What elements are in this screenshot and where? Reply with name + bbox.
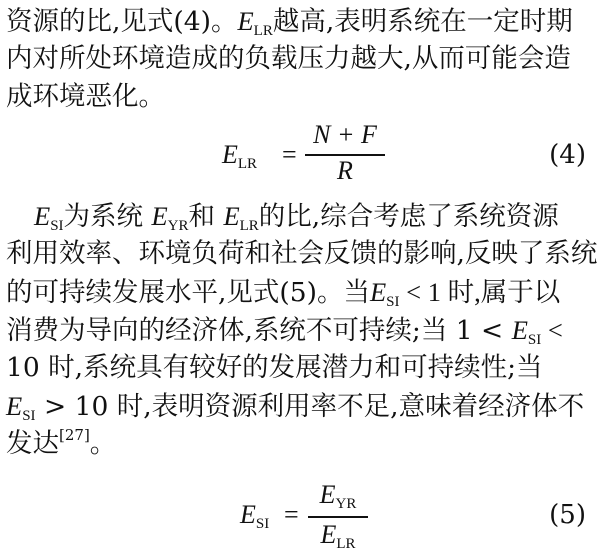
text-line: 的可持续发展水平,见式(5)。当$E_{SI} < 1$ 时,属于以 [6, 277, 561, 310]
eq5-number: (5) [549, 500, 586, 530]
eq4-number: (4) [549, 140, 586, 170]
text-line: 利用效率、环境负荷和社会反馈的影响,反映了系统 [6, 238, 598, 269]
eq5-fraction-bar [308, 516, 368, 518]
text-segment: 越高,表明系统在一定时期 [272, 6, 573, 37]
eq5-denominator: $E_{LR}$ [320, 520, 356, 552]
eq4-numerator: N + F [313, 120, 377, 149]
eq4-lhs: $E_{LR}$ [222, 140, 258, 172]
eq4-equals: = [282, 140, 297, 169]
subscript: LR [253, 23, 273, 39]
eq5-numerator: $E_{YR}$ [319, 480, 357, 512]
text-segment: 资源的比,见式(4)。 [6, 6, 238, 37]
text-line: 发达[27]。 [6, 426, 117, 459]
text-line: 10 时,系统具有较好的发展潜力和可持续性;当 [6, 352, 543, 383]
citation-ref: [27] [59, 426, 90, 444]
text-line [6, 2, 573, 41]
text-line: 成环境恶化。 [6, 81, 165, 112]
text-line: $E_{SI}$为系统 $E_{YR}$和 $E_{LR}$的比,综合考虑了系统资源 [34, 201, 559, 234]
text-line: 消费为导向的经济体,系统不可持续;当 $1 < E_{SI}$ < [6, 315, 563, 348]
text-line: 内对所处环境造成的负载压力越大,从而可能会造 [6, 43, 571, 74]
text-line: $E_{SI} > 10$ 时,表明资源利用率不足,意味着经济体不 [6, 391, 585, 424]
eq5-lhs: $E_{SI}$ [240, 500, 270, 532]
eq4-denominator: R [337, 156, 353, 185]
eq5-equals: = [284, 500, 299, 529]
symbol-e: E [237, 6, 254, 36]
